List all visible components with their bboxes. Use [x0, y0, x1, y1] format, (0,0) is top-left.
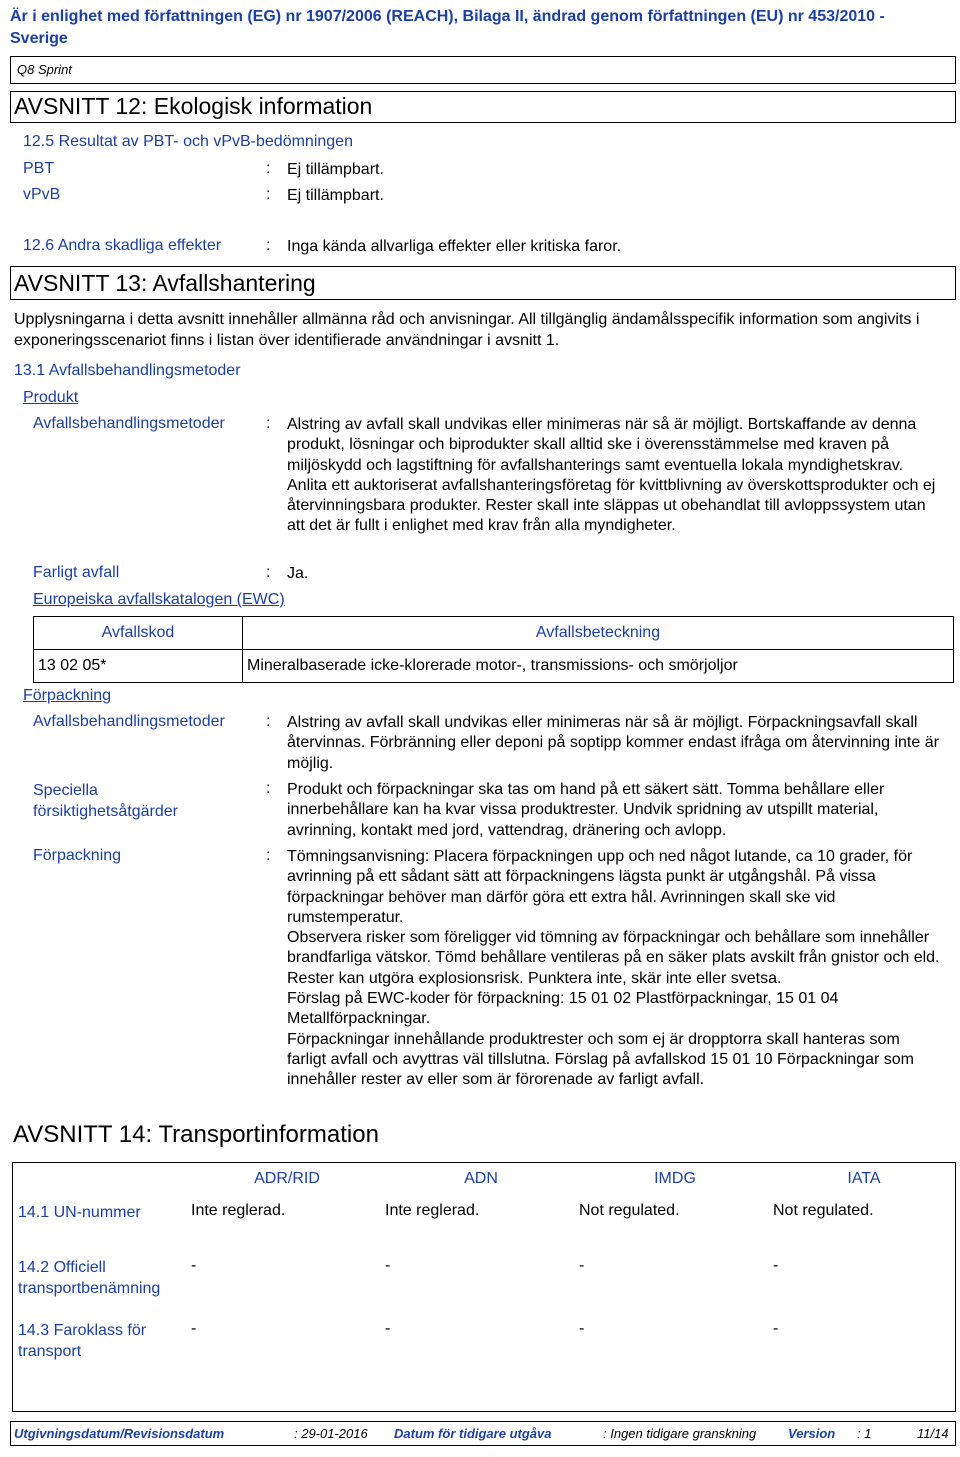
hazard-label: Farligt avfall: [33, 564, 120, 581]
transport-cell: -: [773, 1257, 779, 1274]
colon: :: [266, 713, 271, 730]
transport-cell: Inte reglerad.: [385, 1202, 480, 1219]
hazard-value: Ja.: [287, 565, 309, 582]
pack-label: Förpackning: [33, 847, 122, 864]
subsection-12-5: 12.5 Resultat av PBT- och vPvB-bedömningen: [23, 133, 353, 150]
transport-row-label: 14.2 Officiell transportbenämning: [18, 1259, 161, 1297]
transport-row: [12, 1241, 956, 1314]
section-13-header: [10, 266, 956, 300]
transport-cell: -: [579, 1320, 585, 1337]
footer-page: 11/14: [917, 1426, 949, 1441]
pbt-value: Ej tillämpbart.: [287, 161, 384, 178]
section-12-header: [10, 91, 956, 123]
footer-date-label: Utgivningsdatum/Revisionsdatum: [14, 1426, 225, 1441]
pbt-label: PBT: [23, 160, 55, 177]
footer-version-label: Version: [788, 1426, 836, 1441]
transport-table: [12, 1162, 956, 1377]
ewc-code: 13 02 05*: [34, 650, 243, 683]
table-row: [34, 650, 954, 683]
pack-paragraph: Förslag på EWC-koder för förpackning: 15 01 02 Plastförpackningar, 15 01 04 Metallförpackningar.: [287, 990, 839, 1028]
product-box: [10, 56, 956, 84]
ewc-heading: Europeiska avfallskatalogen (EWC): [33, 591, 285, 608]
transport-cell: Not regulated.: [579, 1202, 680, 1219]
method-label: Avfallsbehandlingsmetoder: [33, 415, 225, 432]
ewc-table: [33, 616, 954, 683]
pack-value: [287, 847, 942, 1091]
section-12-title: AVSNITT 12: Ekologisk information: [14, 93, 373, 119]
product-name: Q8 Sprint: [17, 62, 72, 77]
pack-method-label: Avfallsbehandlingsmetoder: [33, 713, 225, 730]
transport-cell: -: [191, 1257, 197, 1274]
special-value: Produkt och förpackningar ska tas om hand på ett säkert sätt. Tomma behållare eller innerbehållare kan ha kvar vissa produktrester. Undvik spridning av utspillt material, avrinning, kontakt med jord, vattendrag, dränering och avlopp.: [287, 781, 885, 839]
footer-date-value: : 29-01-2016: [294, 1426, 368, 1441]
section-13-title: AVSNITT 13: Avfallshantering: [14, 270, 316, 296]
vpvb-value: Ej tillämpbart.: [287, 187, 384, 204]
method-value: Alstring av avfall skall undvikas eller minimeras när så är möjligt. Bortskaffande av denna produkt, lösningar och biprodukter skall alltid ske i överensstämmelse med kraven på miljöskydd och lagstiftning för avfallshanterings samt eventuella lokala myndighetskrav. Anlita ett auktoriserat avfallshanteringsföretag för kvittblivning av överskottsprodukter och ej återvinningsbara produkter. Rester skall inte släppas ut obehandlat till avloppssystem utan att det är fullt i enlighet med krav från alla myndigheter.: [287, 416, 936, 535]
transport-col-imdg: IMDG: [654, 1170, 696, 1187]
section-14-title: AVSNITT 14: Transportinformation: [13, 1121, 379, 1148]
colon: :: [266, 847, 271, 864]
pack-method-value: Alstring av avfall skall undvikas eller minimeras när så är möjligt. Förpackningsavfall skall återvinnas. Förbränning eller deponi på soptipp kommer endast ifråga om återvinning inte är möjlig.: [287, 714, 939, 772]
colon: :: [266, 237, 271, 254]
ewc-description: Mineralbaserade icke-klorerade motor-, transmissions- och smörjoljor: [243, 650, 954, 683]
transport-col-adr: ADR/RID: [254, 1170, 320, 1187]
colon: :: [266, 780, 271, 797]
ewc-header-description: Avfallsbeteckning: [243, 617, 954, 650]
transport-cell: Inte reglerad.: [191, 1202, 286, 1219]
special-label: Speciella försiktighetsåtgärder: [33, 782, 178, 820]
colon: :: [266, 186, 271, 203]
subsection-12-6: 12.6 Andra skadliga effekter: [23, 237, 222, 254]
transport-cell: -: [385, 1320, 391, 1337]
transport-row: [12, 1196, 956, 1241]
transport-row-label: 14.1 UN-nummer: [18, 1204, 141, 1221]
subsection-13-1: 13.1 Avfallsbehandlingsmetoder: [14, 362, 241, 379]
footer-prev-label: Datum för tidigare utgåva: [394, 1426, 552, 1441]
ewc-header-code: Avfallskod: [34, 617, 243, 650]
transport-cell: Not regulated.: [773, 1202, 874, 1219]
subsection-12-6-value: Inga kända allvarliga effekter eller kritiska faror.: [287, 238, 622, 255]
pack-paragraph: Observera risker som föreligger vid tömning av förpackningar och behållare som innehåller brandfarliga vätskor. Tömd behållare ventileras på en säker plats avskilt från gnistor och eld. Rester kan utgöra explosionsrisk. Punktera inte, skär inte eller svetsa.: [287, 929, 940, 987]
transport-cell: -: [385, 1257, 391, 1274]
transport-col-iata: IATA: [847, 1170, 881, 1187]
vpvb-label: vPvB: [23, 186, 61, 203]
transport-cell: -: [191, 1320, 197, 1337]
section-13-intro: Upplysningarna i detta avsnitt innehåller allmänna råd och anvisningar. All tillgänglig ändamålsspecifik information som angivits i exponeringsscenariot finns i listan över identifierade användningar i avsnitt 1.: [14, 311, 920, 349]
pack-paragraph: Förpackningar innehållande produktrester och som ej är dropptorra skall hanteras som farligt avfall och avyttras väl tillslutna. Förslag på avfallskod 15 01 10 Förpackningar som innehåller rester av eller som är förorenade av farligt avfall.: [287, 1030, 914, 1089]
section-14-header: [10, 1118, 956, 1154]
pack-paragraph: Tömningsanvisning: Placera förpackningen upp och ned något lutande, ca 10 grader, för avrinning på ett sådant sätt att förpackningens lägsta punkt är utgångshål. På vissa förpackningar behöver man därför göra ett extra hål. Avrinningen skall ske vid rumstemperatur.: [287, 848, 913, 926]
transport-cell: -: [773, 1320, 779, 1337]
colon: :: [266, 564, 271, 581]
colon: :: [266, 160, 271, 177]
footer-version-value: : 1: [857, 1426, 872, 1441]
transport-col-adn: ADN: [464, 1170, 498, 1187]
transport-row: [12, 1314, 956, 1377]
transport-cell: -: [579, 1257, 585, 1274]
pack-heading: Förpackning: [23, 687, 112, 704]
transport-row-label: 14.3 Faroklass för transport: [18, 1322, 147, 1360]
footer-prev-value: : Ingen tidigare granskning: [603, 1426, 757, 1441]
document-title: Är i enlighet med författningen (EG) nr 1907/2006 (REACH), Bilaga II, ändrad genom författningen (EU) nr 453/2010 - Sverige: [10, 8, 885, 47]
colon: :: [266, 415, 271, 432]
footer: [10, 1421, 956, 1446]
produkt-heading: Produkt: [23, 389, 79, 406]
